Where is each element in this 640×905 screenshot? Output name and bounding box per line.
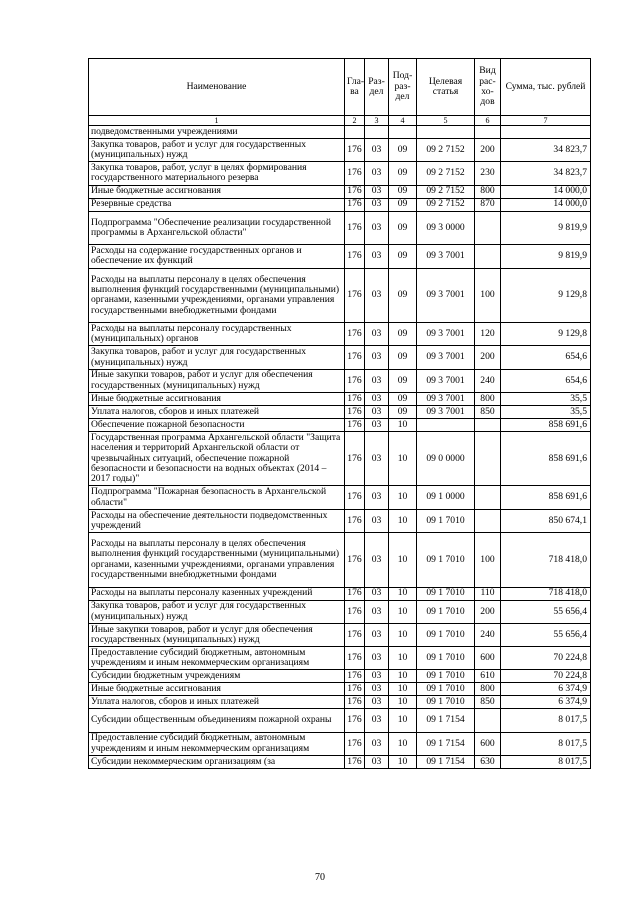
table-row (89, 245, 591, 268)
row-podrazdel-cell: 10 (389, 696, 417, 709)
row-podrazdel-cell: 10 (389, 732, 417, 755)
row-sum-cell: 6 374,9 (501, 696, 591, 709)
row-target-cell: 09 3 7001 (417, 268, 475, 323)
row-glava-cell: 176 (345, 486, 365, 509)
row-sum-cell: 14 000,0 (501, 198, 591, 211)
row-name-cell: Закупка товаров, работ, услуг в целях формирования государственного материального резерва (89, 162, 345, 185)
row-name-cell: Иные бюджетные ассигнования (89, 392, 345, 405)
row-name-cell: Закупка товаров, работ и услуг для государственных (муниципальных) нужд (89, 600, 345, 623)
table-row (89, 323, 591, 346)
row-razdel-cell: 03 (365, 198, 389, 211)
row-sum-cell: 858 691,6 (501, 418, 591, 431)
header-glava: Гла-ва (345, 59, 365, 116)
row-sum-cell: 9 129,8 (501, 268, 591, 323)
row-target-cell: 09 3 7001 (417, 392, 475, 405)
col-number: 3 (365, 116, 389, 126)
row-sum-cell: 70 224,8 (501, 670, 591, 683)
table-row (89, 162, 591, 185)
table-row (89, 587, 591, 600)
row-sum-cell: 850 674,1 (501, 509, 591, 532)
row-sum-cell: 8 017,5 (501, 756, 591, 769)
row-target-cell: 09 1 7010 (417, 600, 475, 623)
row-target-cell: 09 3 0000 (417, 211, 475, 245)
row-vid-cell: 120 (475, 323, 501, 346)
row-vid-cell (475, 709, 501, 732)
row-glava-cell: 176 (345, 162, 365, 185)
row-razdel-cell: 03 (365, 587, 389, 600)
row-glava-cell: 176 (345, 323, 365, 346)
row-target-cell: 09 1 7154 (417, 756, 475, 769)
header-vid: Вид рас-хо-дов (475, 59, 501, 116)
row-glava-cell: 176 (345, 709, 365, 732)
row-vid-cell (475, 245, 501, 268)
row-name-cell: Расходы на выплаты персоналу в целях обеспечения выполнения функций государственными (муниципальными) органами, казенными учреждениями, органами управления государственными внебюджетными фондами (89, 268, 345, 323)
col-number: 1 (89, 116, 345, 126)
row-name-cell: Уплата налогов, сборов и иных платежей (89, 696, 345, 709)
row-razdel-cell: 03 (365, 405, 389, 418)
row-podrazdel-cell: 09 (389, 346, 417, 369)
row-sum-cell: 55 656,4 (501, 623, 591, 646)
row-vid-cell: 200 (475, 346, 501, 369)
row-target-cell: 09 3 7001 (417, 245, 475, 268)
row-podrazdel-cell (389, 126, 417, 139)
row-target-cell: 09 1 7010 (417, 670, 475, 683)
row-glava-cell: 176 (345, 405, 365, 418)
row-podrazdel-cell: 09 (389, 323, 417, 346)
row-sum-cell: 718 418,0 (501, 533, 591, 588)
row-target-cell: 09 1 7010 (417, 533, 475, 588)
table-row (89, 696, 591, 709)
row-podrazdel-cell: 10 (389, 587, 417, 600)
row-target-cell (417, 126, 475, 139)
row-podrazdel-cell: 10 (389, 486, 417, 509)
row-name-cell: Закупка товаров, работ и услуг для государственных (муниципальных) нужд (89, 139, 345, 162)
row-glava-cell: 176 (345, 696, 365, 709)
row-podrazdel-cell: 10 (389, 756, 417, 769)
row-razdel-cell: 03 (365, 509, 389, 532)
row-glava-cell: 176 (345, 600, 365, 623)
row-sum-cell: 14 000,0 (501, 185, 591, 198)
row-vid-cell: 240 (475, 369, 501, 392)
row-razdel-cell: 03 (365, 245, 389, 268)
row-glava-cell: 176 (345, 587, 365, 600)
row-razdel-cell: 03 (365, 185, 389, 198)
row-razdel-cell: 03 (365, 346, 389, 369)
row-razdel-cell: 03 (365, 709, 389, 732)
row-vid-cell: 110 (475, 587, 501, 600)
row-target-cell: 09 1 7154 (417, 709, 475, 732)
col-number: 6 (475, 116, 501, 126)
row-name-cell: подведомственными учреждениями (89, 126, 345, 139)
table-row (89, 533, 591, 588)
row-vid-cell: 850 (475, 696, 501, 709)
row-sum-cell: 858 691,6 (501, 431, 591, 486)
row-vid-cell (475, 431, 501, 486)
row-glava-cell: 176 (345, 346, 365, 369)
row-razdel-cell: 03 (365, 683, 389, 696)
row-glava-cell: 176 (345, 245, 365, 268)
row-target-cell: 09 0 0000 (417, 431, 475, 486)
row-razdel-cell: 03 (365, 647, 389, 670)
row-podrazdel-cell: 09 (389, 369, 417, 392)
row-target-cell: 09 1 7154 (417, 732, 475, 755)
row-vid-cell: 240 (475, 623, 501, 646)
row-sum-cell: 55 656,4 (501, 600, 591, 623)
row-target-cell: 09 3 7001 (417, 346, 475, 369)
header-podrazdel: Под-раз-дел (389, 59, 417, 116)
table-header (89, 59, 591, 126)
row-target-cell: 09 1 7010 (417, 509, 475, 532)
row-target-cell: 09 3 7001 (417, 323, 475, 346)
row-podrazdel-cell: 10 (389, 683, 417, 696)
table-row (89, 756, 591, 769)
table-row (89, 405, 591, 418)
row-target-cell: 09 1 7010 (417, 683, 475, 696)
row-name-cell: Иные бюджетные ассигнования (89, 683, 345, 696)
table-row (89, 600, 591, 623)
col-number: 2 (345, 116, 365, 126)
row-sum-cell: 8 017,5 (501, 732, 591, 755)
row-name-cell: Иные бюджетные ассигнования (89, 185, 345, 198)
header-sum: Сумма, тыс. рублей (501, 59, 591, 116)
row-name-cell: Предоставление субсидий бюджетным, автономным учреждениям и иным некоммерческим организациям (89, 647, 345, 670)
row-name-cell: Расходы на обеспечение деятельности подведомственных учреждений (89, 509, 345, 532)
row-podrazdel-cell: 09 (389, 185, 417, 198)
row-glava-cell: 176 (345, 431, 365, 486)
row-name-cell: Расходы на выплаты персоналу в целях обеспечения выполнения функций государственными (муниципальными) органами, казенными учреждениями, органами управления государственными внебюджетными фондами (89, 533, 345, 588)
row-glava-cell: 176 (345, 647, 365, 670)
table-row (89, 346, 591, 369)
row-name-cell: Обеспечение пожарной безопасности (89, 418, 345, 431)
row-glava-cell: 176 (345, 392, 365, 405)
row-vid-cell: 850 (475, 405, 501, 418)
row-podrazdel-cell: 09 (389, 245, 417, 268)
row-podrazdel-cell: 10 (389, 709, 417, 732)
row-podrazdel-cell: 10 (389, 670, 417, 683)
header-name: Наименование (89, 59, 345, 116)
table-row (89, 431, 591, 486)
row-target-cell: 09 1 0000 (417, 486, 475, 509)
row-glava-cell: 176 (345, 211, 365, 245)
row-razdel-cell: 03 (365, 162, 389, 185)
row-razdel-cell: 03 (365, 139, 389, 162)
row-glava-cell: 176 (345, 369, 365, 392)
row-podrazdel-cell: 10 (389, 647, 417, 670)
row-razdel-cell (365, 126, 389, 139)
row-name-cell: Расходы на содержание государственных органов и обеспечение их функций (89, 245, 345, 268)
table-row (89, 509, 591, 532)
row-glava-cell: 176 (345, 756, 365, 769)
row-sum-cell: 34 823,7 (501, 139, 591, 162)
row-target-cell (417, 418, 475, 431)
row-name-cell: Субсидии некоммерческим организациям (за (89, 756, 345, 769)
row-podrazdel-cell: 09 (389, 198, 417, 211)
row-podrazdel-cell: 10 (389, 431, 417, 486)
table-row (89, 670, 591, 683)
row-glava-cell: 176 (345, 418, 365, 431)
row-razdel-cell: 03 (365, 696, 389, 709)
row-sum-cell: 654,6 (501, 369, 591, 392)
table-row (89, 126, 591, 139)
table-row (89, 732, 591, 755)
row-target-cell: 09 1 7010 (417, 647, 475, 670)
row-glava-cell: 176 (345, 623, 365, 646)
table-row (89, 268, 591, 323)
row-name-cell: Расходы на выплаты персоналу государственных (муниципальных) органов (89, 323, 345, 346)
row-vid-cell: 800 (475, 683, 501, 696)
row-vid-cell: 610 (475, 670, 501, 683)
row-vid-cell: 800 (475, 392, 501, 405)
header-razdel: Раз-дел (365, 59, 389, 116)
row-name-cell: Государственная программа Архангельской области "Защита населения и территорий Архангельской области от чрезвычайных ситуаций, обеспечение пожарной безопасности и безопасности на водных объектах (2014 – 2017 годы)" (89, 431, 345, 486)
row-target-cell: 09 1 7010 (417, 623, 475, 646)
row-vid-cell: 600 (475, 647, 501, 670)
row-razdel-cell: 03 (365, 486, 389, 509)
row-target-cell: 09 2 7152 (417, 139, 475, 162)
row-name-cell: Предоставление субсидий бюджетным, автономным учреждениям и иным некоммерческим организациям (89, 732, 345, 755)
row-vid-cell: 630 (475, 756, 501, 769)
row-vid-cell (475, 126, 501, 139)
budget-table-container (88, 58, 590, 769)
page-number: 70 (315, 872, 325, 883)
row-name-cell: Подпрограмма "Обеспечение реализации государственной программы в Архангельской области" (89, 211, 345, 245)
row-vid-cell: 230 (475, 162, 501, 185)
budget-table (88, 58, 591, 769)
row-target-cell: 09 3 7001 (417, 369, 475, 392)
row-target-cell: 09 2 7152 (417, 162, 475, 185)
row-razdel-cell: 03 (365, 431, 389, 486)
row-razdel-cell: 03 (365, 392, 389, 405)
row-vid-cell (475, 486, 501, 509)
table-row (89, 647, 591, 670)
row-name-cell: Уплата налогов, сборов и иных платежей (89, 405, 345, 418)
row-razdel-cell: 03 (365, 369, 389, 392)
row-podrazdel-cell: 10 (389, 509, 417, 532)
table-row (89, 211, 591, 245)
row-sum-cell: 8 017,5 (501, 709, 591, 732)
row-name-cell: Расходы на выплаты персоналу казенных учреждений (89, 587, 345, 600)
row-podrazdel-cell: 09 (389, 392, 417, 405)
table-row (89, 623, 591, 646)
row-glava-cell: 176 (345, 198, 365, 211)
row-glava-cell: 176 (345, 268, 365, 323)
row-target-cell: 09 1 7010 (417, 696, 475, 709)
row-target-cell: 09 2 7152 (417, 185, 475, 198)
row-name-cell: Резервные средства (89, 198, 345, 211)
row-target-cell: 09 1 7010 (417, 587, 475, 600)
row-razdel-cell: 03 (365, 268, 389, 323)
row-glava-cell: 176 (345, 732, 365, 755)
row-glava-cell: 176 (345, 185, 365, 198)
col-number: 7 (501, 116, 591, 126)
row-razdel-cell: 03 (365, 756, 389, 769)
row-razdel-cell: 03 (365, 533, 389, 588)
row-sum-cell: 654,6 (501, 346, 591, 369)
row-glava-cell: 176 (345, 683, 365, 696)
col-number: 4 (389, 116, 417, 126)
row-glava-cell: 176 (345, 670, 365, 683)
row-razdel-cell: 03 (365, 670, 389, 683)
row-name-cell: Иные закупки товаров, работ и услуг для обеспечения государственных (муниципальных) нужд (89, 623, 345, 646)
table-row (89, 392, 591, 405)
row-glava-cell (345, 126, 365, 139)
row-sum-cell: 35,5 (501, 392, 591, 405)
row-sum-cell: 9 819,9 (501, 245, 591, 268)
row-name-cell: Иные закупки товаров, работ и услуг для обеспечения государственных (муниципальных) нужд (89, 369, 345, 392)
table-row (89, 139, 591, 162)
column-number-row (89, 116, 591, 126)
row-sum-cell: 9 129,8 (501, 323, 591, 346)
row-glava-cell: 176 (345, 509, 365, 532)
row-podrazdel-cell: 10 (389, 623, 417, 646)
row-podrazdel-cell: 09 (389, 268, 417, 323)
row-vid-cell: 200 (475, 139, 501, 162)
table-row (89, 683, 591, 696)
row-podrazdel-cell: 09 (389, 405, 417, 418)
row-vid-cell (475, 418, 501, 431)
row-vid-cell: 800 (475, 185, 501, 198)
row-razdel-cell: 03 (365, 323, 389, 346)
table-row (89, 198, 591, 211)
row-vid-cell: 100 (475, 268, 501, 323)
row-podrazdel-cell: 09 (389, 139, 417, 162)
row-razdel-cell: 03 (365, 418, 389, 431)
header-target: Целевая статья (417, 59, 475, 116)
row-razdel-cell: 03 (365, 623, 389, 646)
table-row (89, 418, 591, 431)
row-target-cell: 09 3 7001 (417, 405, 475, 418)
row-razdel-cell: 03 (365, 211, 389, 245)
row-sum-cell: 9 819,9 (501, 211, 591, 245)
row-razdel-cell: 03 (365, 600, 389, 623)
row-vid-cell: 870 (475, 198, 501, 211)
row-sum-cell: 6 374,9 (501, 683, 591, 696)
row-sum-cell: 858 691,6 (501, 486, 591, 509)
table-row (89, 709, 591, 732)
row-name-cell: Субсидии бюджетным учреждениям (89, 670, 345, 683)
row-vid-cell: 600 (475, 732, 501, 755)
row-target-cell: 09 2 7152 (417, 198, 475, 211)
row-podrazdel-cell: 10 (389, 600, 417, 623)
row-glava-cell: 176 (345, 139, 365, 162)
row-vid-cell: 200 (475, 600, 501, 623)
table-row (89, 486, 591, 509)
col-number: 5 (417, 116, 475, 126)
row-podrazdel-cell: 09 (389, 211, 417, 245)
row-glava-cell: 176 (345, 533, 365, 588)
row-name-cell: Подпрограмма "Пожарная безопасность в Архангельской области" (89, 486, 345, 509)
row-sum-cell (501, 126, 591, 139)
row-vid-cell (475, 509, 501, 532)
row-sum-cell: 35,5 (501, 405, 591, 418)
row-sum-cell: 34 823,7 (501, 162, 591, 185)
row-name-cell: Закупка товаров, работ и услуг для государственных (муниципальных) нужд (89, 346, 345, 369)
table-row (89, 369, 591, 392)
table-row (89, 185, 591, 198)
row-vid-cell (475, 211, 501, 245)
row-podrazdel-cell: 10 (389, 533, 417, 588)
row-sum-cell: 70 224,8 (501, 647, 591, 670)
row-vid-cell: 100 (475, 533, 501, 588)
table-body (89, 126, 591, 769)
row-name-cell: Субсидии общественным объединениям пожарной охраны (89, 709, 345, 732)
row-razdel-cell: 03 (365, 732, 389, 755)
row-podrazdel-cell: 09 (389, 162, 417, 185)
row-sum-cell: 718 418,0 (501, 587, 591, 600)
row-podrazdel-cell: 10 (389, 418, 417, 431)
